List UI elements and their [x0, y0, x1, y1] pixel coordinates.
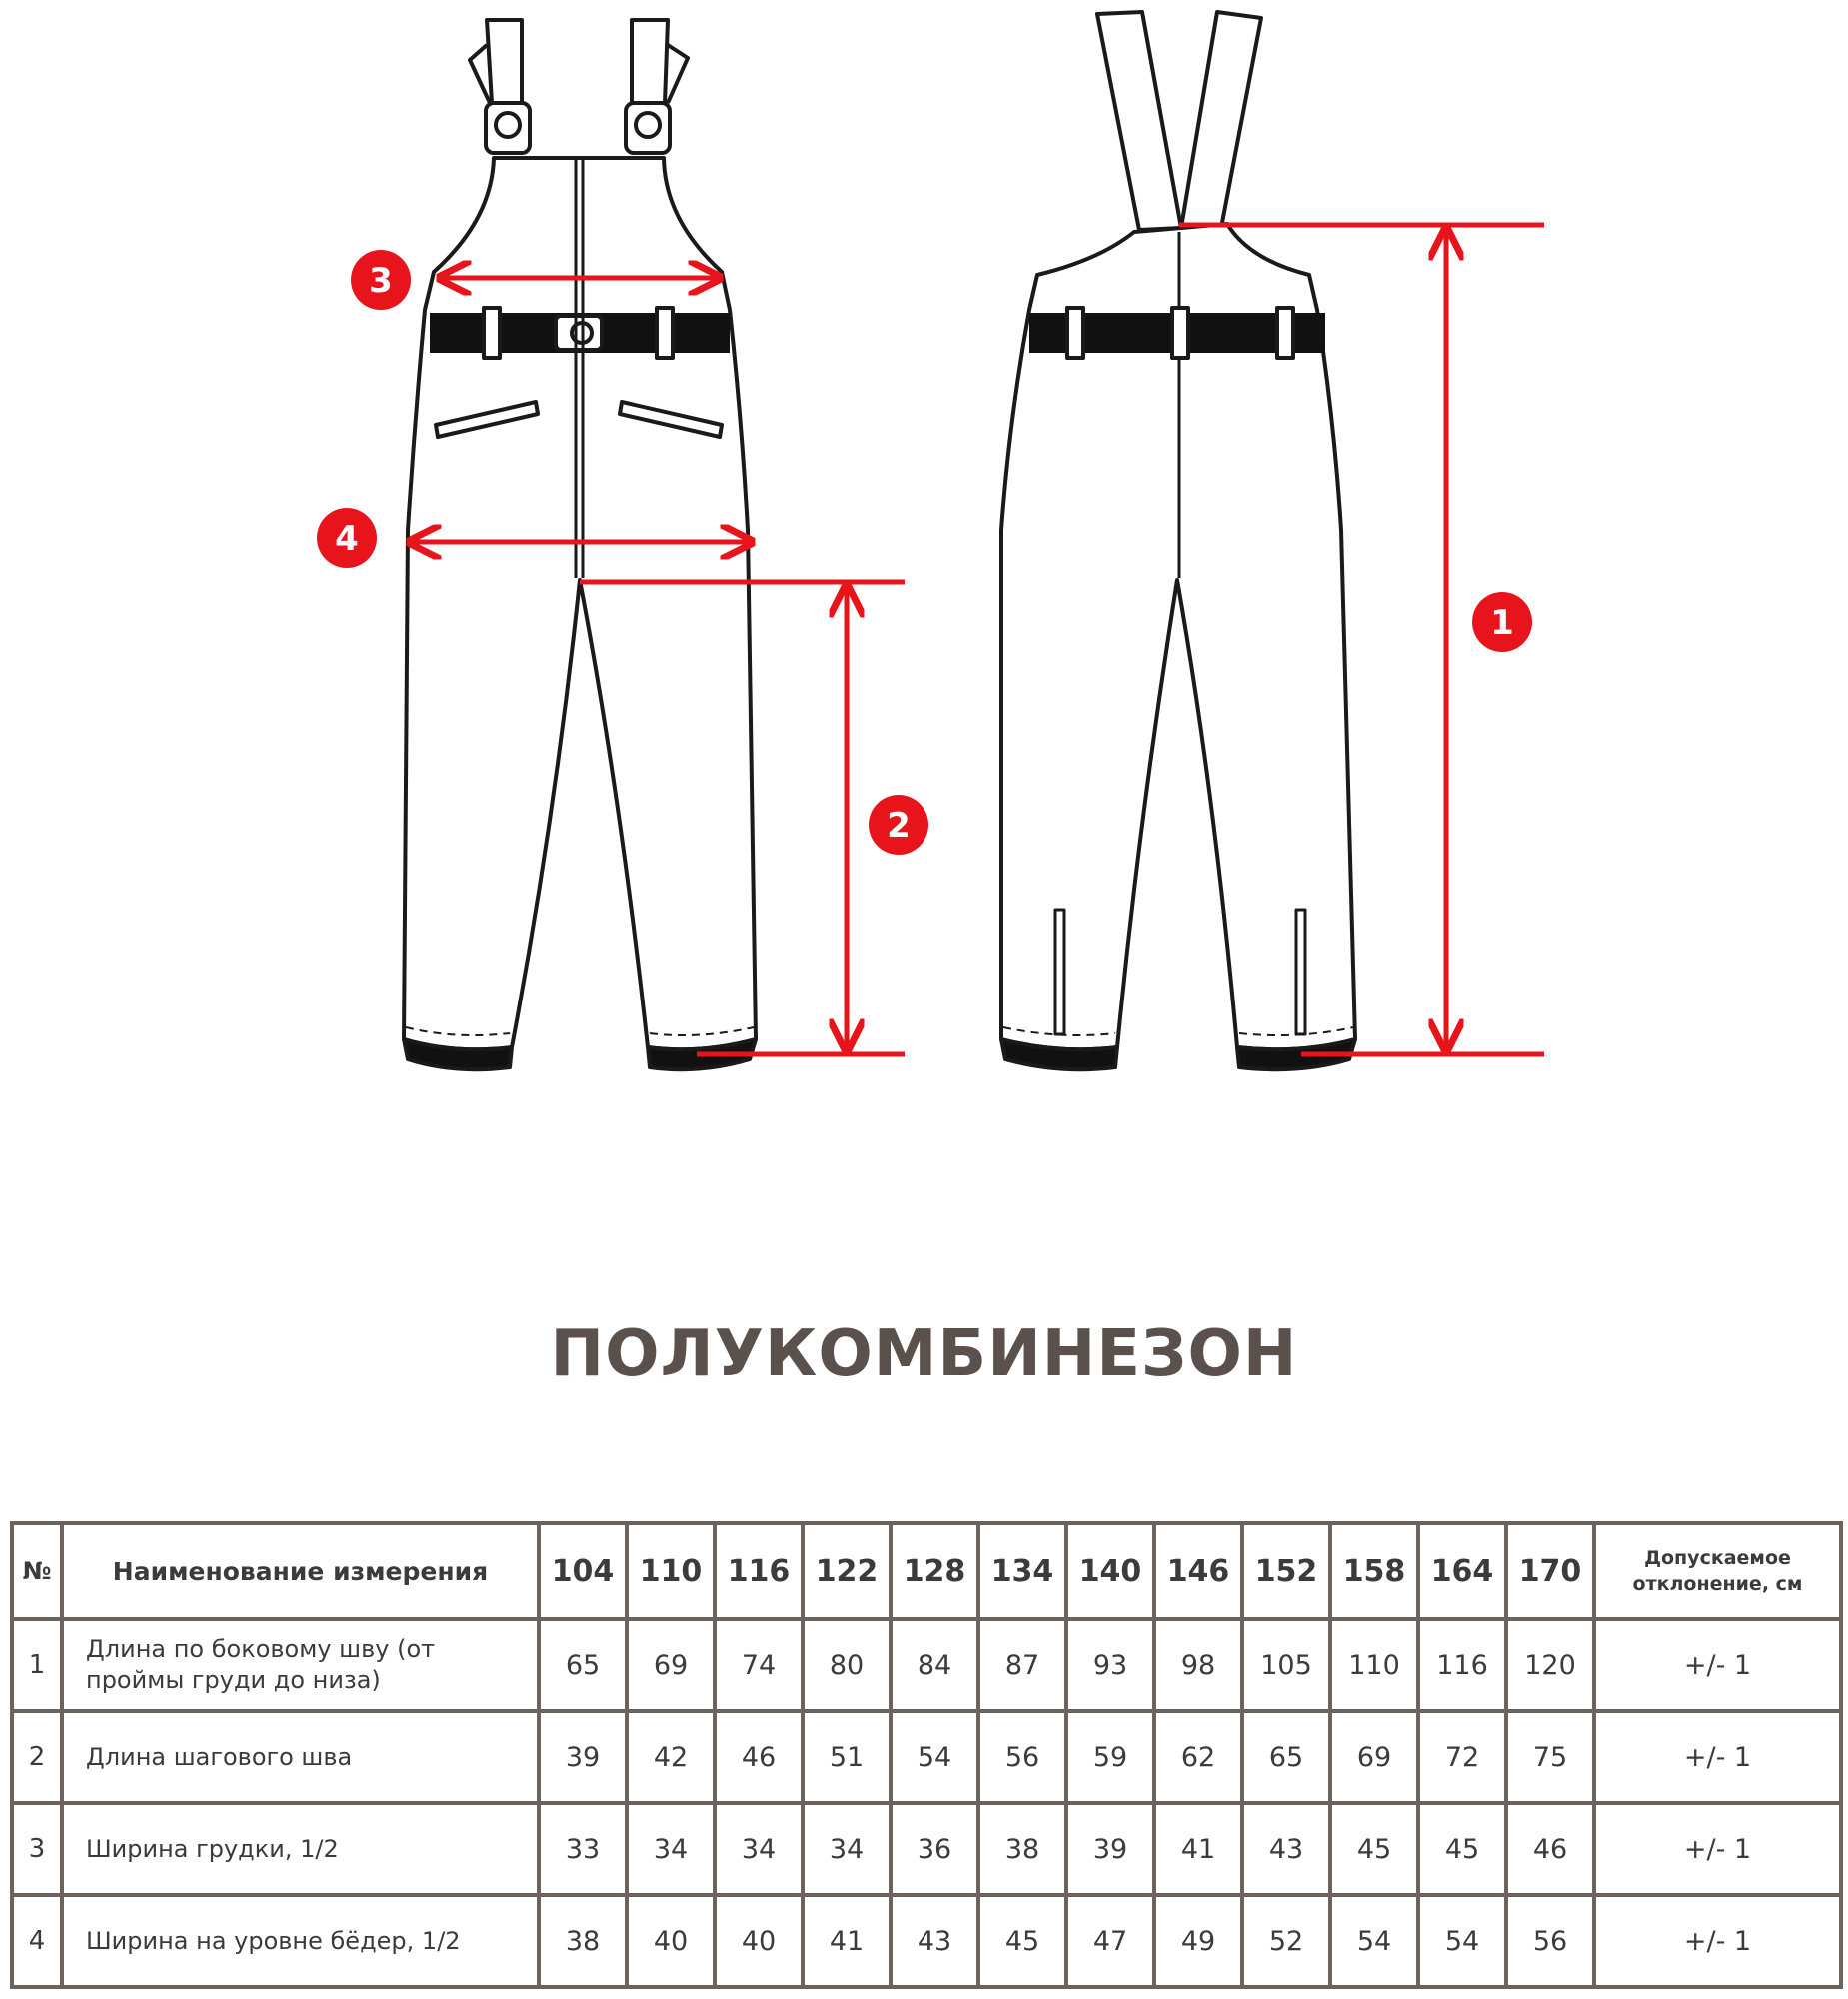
row-value: 74 — [715, 1619, 803, 1711]
row-value: 54 — [1330, 1895, 1418, 1987]
row-number: 4 — [12, 1895, 62, 1987]
row-name: Длина по боковому шву (от проймы груди до низа) — [62, 1619, 539, 1711]
row-value: 62 — [1154, 1711, 1242, 1803]
row-tolerance: +/- 1 — [1594, 1711, 1841, 1803]
row-value: 56 — [1506, 1895, 1594, 1987]
row-name: Длина шагового шва — [62, 1711, 539, 1803]
row-value: 45 — [1418, 1803, 1506, 1895]
row-value: 52 — [1242, 1895, 1330, 1987]
row-number: 3 — [12, 1803, 62, 1895]
row-value: 38 — [978, 1803, 1066, 1895]
marker-2-label: 2 — [887, 806, 911, 846]
table-row — [12, 1711, 1841, 1803]
header-size: 146 — [1154, 1523, 1242, 1619]
row-value: 39 — [1066, 1803, 1154, 1895]
row-value: 56 — [978, 1711, 1066, 1803]
row-value: 43 — [891, 1895, 978, 1987]
marker-4-label: 4 — [335, 519, 359, 559]
row-value: 65 — [1242, 1711, 1330, 1803]
marker-3 — [351, 250, 411, 310]
row-value: 43 — [1242, 1803, 1330, 1895]
header-size: 122 — [803, 1523, 891, 1619]
row-value: 59 — [1066, 1711, 1154, 1803]
row-value: 93 — [1066, 1619, 1154, 1711]
table-header-row — [12, 1523, 1841, 1619]
row-value: 49 — [1154, 1895, 1242, 1987]
row-value: 65 — [539, 1619, 627, 1711]
row-value: 36 — [891, 1803, 978, 1895]
header-size: 170 — [1506, 1523, 1594, 1619]
marker-1-label: 1 — [1490, 603, 1514, 643]
marker-1 — [1472, 592, 1532, 652]
row-number: 2 — [12, 1711, 62, 1803]
size-table — [10, 1521, 1843, 1989]
front-view — [404, 20, 756, 1069]
row-value: 80 — [803, 1619, 891, 1711]
row-tolerance: +/- 1 — [1594, 1619, 1841, 1711]
row-tolerance: +/- 1 — [1594, 1895, 1841, 1987]
row-value: 47 — [1066, 1895, 1154, 1987]
row-name: Ширина грудки, 1/2 — [62, 1803, 539, 1895]
row-value: 40 — [627, 1895, 715, 1987]
row-value: 46 — [715, 1711, 803, 1803]
header-size: 140 — [1066, 1523, 1154, 1619]
row-tolerance: +/- 1 — [1594, 1803, 1841, 1895]
header-name: Наименование измерения — [62, 1523, 539, 1619]
row-value: 116 — [1418, 1619, 1506, 1711]
row-value: 54 — [1418, 1895, 1506, 1987]
row-value: 69 — [1330, 1711, 1418, 1803]
row-name: Ширина на уровне бёдер, 1/2 — [62, 1895, 539, 1987]
row-value: 40 — [715, 1895, 803, 1987]
header-size: 128 — [891, 1523, 978, 1619]
row-value: 39 — [539, 1711, 627, 1803]
row-value: 41 — [803, 1895, 891, 1987]
header-no: № — [12, 1523, 62, 1619]
back-view — [1001, 12, 1355, 1069]
row-value: 120 — [1506, 1619, 1594, 1711]
row-value: 75 — [1506, 1711, 1594, 1803]
row-value: 34 — [803, 1803, 891, 1895]
marker-3-label: 3 — [369, 261, 393, 301]
row-value: 105 — [1242, 1619, 1330, 1711]
row-value: 34 — [627, 1803, 715, 1895]
row-value: 110 — [1330, 1619, 1418, 1711]
row-value: 45 — [978, 1895, 1066, 1987]
row-value: 34 — [715, 1803, 803, 1895]
marker-2 — [869, 795, 928, 855]
header-size: 158 — [1330, 1523, 1418, 1619]
row-value: 72 — [1418, 1711, 1506, 1803]
row-value: 41 — [1154, 1803, 1242, 1895]
header-size: 152 — [1242, 1523, 1330, 1619]
header-size: 104 — [539, 1523, 627, 1619]
row-value: 38 — [539, 1895, 627, 1987]
row-value: 51 — [803, 1711, 891, 1803]
row-value: 84 — [891, 1619, 978, 1711]
header-tolerance: Допускаемое отклонение, см — [1594, 1523, 1841, 1619]
marker-4 — [317, 508, 377, 568]
row-value: 33 — [539, 1803, 627, 1895]
row-value: 42 — [627, 1711, 715, 1803]
row-value: 45 — [1330, 1803, 1418, 1895]
header-size: 164 — [1418, 1523, 1506, 1619]
page-title: ПОЛУКОМБИНЕЗОН — [550, 1317, 1298, 1391]
table-row — [12, 1895, 1841, 1987]
header-size: 116 — [715, 1523, 803, 1619]
table-row — [12, 1619, 1841, 1711]
header-size: 110 — [627, 1523, 715, 1619]
row-value: 98 — [1154, 1619, 1242, 1711]
row-value: 46 — [1506, 1803, 1594, 1895]
row-value: 54 — [891, 1711, 978, 1803]
header-size: 134 — [978, 1523, 1066, 1619]
row-value: 87 — [978, 1619, 1066, 1711]
table-row — [12, 1803, 1841, 1895]
row-number: 1 — [12, 1619, 62, 1711]
row-value: 69 — [627, 1619, 715, 1711]
